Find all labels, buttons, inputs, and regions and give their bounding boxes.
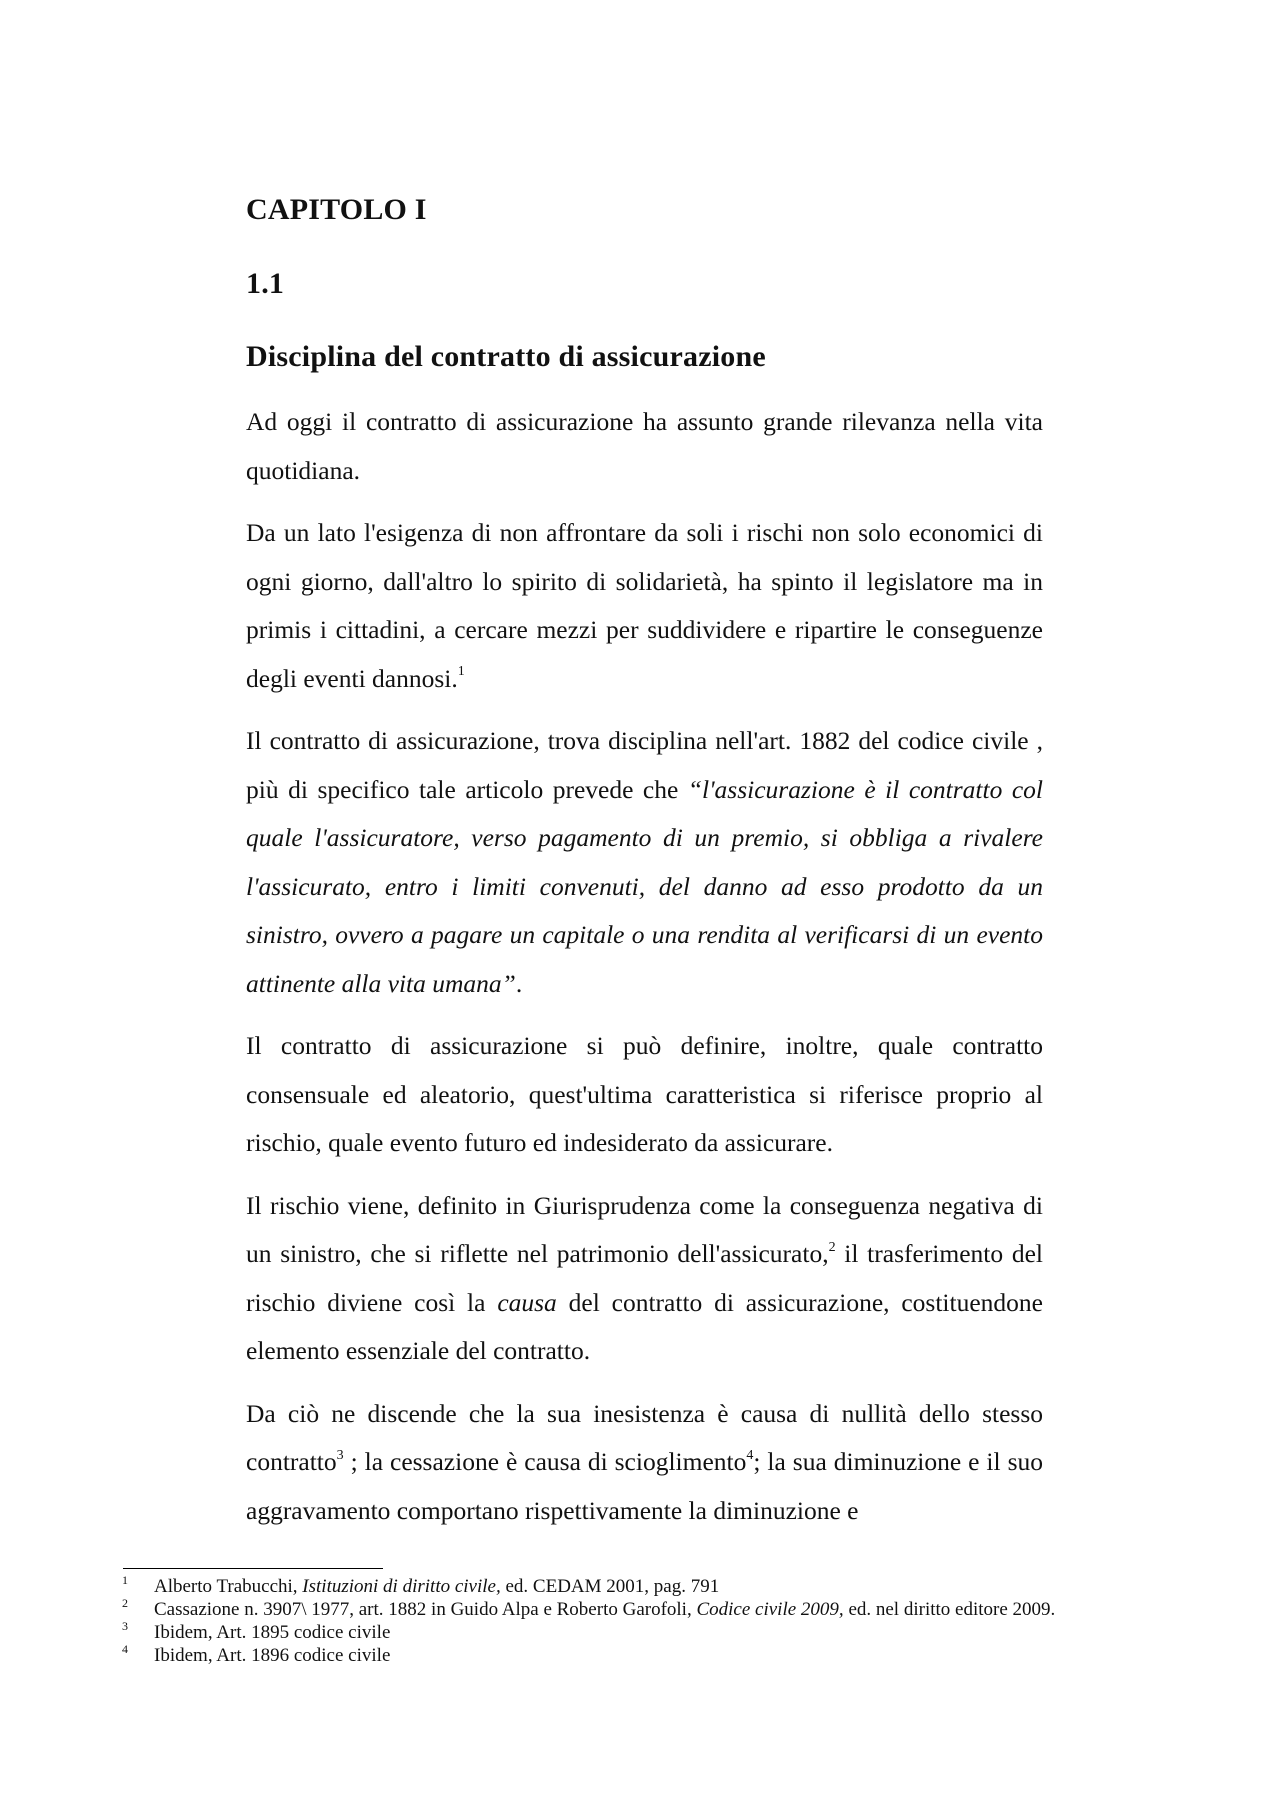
causa-emphasis: causa [497,1287,557,1317]
paragraph-2-text: Da un lato l'esigenza di non affrontare da soli i rischi non solo economici di ogni giorno, dall'altro lo spirito di solidarietà, ha spinto il legislatore ma in primis i cittadini, a cercare mezzi per suddividere e ripartire le conseguenze degli eventi dannosi. [246,518,1043,693]
paragraph-3-end: . [515,968,523,998]
paragraph-6 [246,1390,1043,1536]
paragraph-5-part-b: il trasferimento del rischio diviene così la [246,1239,1043,1317]
paragraph-5-part-a: Il rischio viene, definito in Giurisprudenza come la conseguenza negativa di un sinistro, che si riflette nel patrimonio dell'assicurato, [246,1190,1043,1268]
footnote-2-suffix: ed. nel diritto editore 2009. [843,1599,1056,1620]
paragraph-5-part-c: del contratto di assicurazione, costituendone elemento essenziale del contratto. [246,1287,1043,1365]
footnote-ref-3[interactable]: 3 [336,1447,344,1463]
footnote-2-prefix: Cassazione n. 3907\ 1977, art. 1882 in Guido Alpa e Roberto Garofoli, [154,1599,697,1620]
footnote-2-text [154,1598,1162,1621]
footnote-1-title: Istituzioni di diritto civile, [302,1576,501,1597]
footnote-ref-2[interactable]: 2 [828,1239,836,1255]
footnote-1-suffix: ed. CEDAM 2001, pag. 791 [500,1576,720,1597]
footnote-1-text [154,1575,1162,1598]
footnotes [122,1575,1162,1667]
footnote-1-number: 1 [122,1573,128,1587]
footnote-1-prefix: Alberto Trabucchi, [154,1576,303,1597]
paragraph-1 [246,398,1043,495]
section-title: Disciplina del contratto di assicurazione [246,340,766,373]
chapter-title: CAPITOLO I [246,193,427,226]
footnote-2-number: 2 [122,1596,128,1610]
footnote-1 [122,1575,1162,1598]
section-number: 1.1 [246,267,285,300]
paragraph-3-lead: Il contratto di assicurazione, trova disciplina nell'art. 1882 del codice civile , più di specifico tale articolo prevede che [246,726,1043,804]
article-quote: “l'assicurazione è il contratto col quale l'assicuratore, verso pagamento di un premio, si obbliga a rivalere l'assicurato, entro i limiti convenuti, del danno ad esso prodotto da un sinistro, ovvero a pagare un capitale o una rendita al verificarsi di un evento attinente alla vita umana” [246,774,1043,998]
footnote-4-number: 4 [122,1642,128,1656]
footnote-2-title: Codice civile 2009, [696,1599,844,1620]
paragraph-4-text: Il contratto di assicurazione si può definire, inoltre, quale contratto consensuale ed aleatorio, quest'ultima caratteristica si riferisce proprio al rischio, quale evento futuro ed indesiderato da assicurare. [246,1031,1043,1157]
document-body [246,190,1043,1549]
paragraph-4 [246,1022,1043,1168]
footnote-ref-1[interactable]: 1 [457,664,465,679]
paragraph-1-text: Ad oggi il contratto di assicurazione ha assunto grande rilevanza nella vita quotidiana. [246,407,1043,485]
footnote-4-text: Ibidem, Art. 1896 codice civile [154,1645,391,1666]
paragraph-3 [246,717,1043,1008]
footnote-separator [123,1568,383,1569]
paragraph-5 [246,1182,1043,1376]
footnote-ref-4[interactable]: 4 [746,1447,754,1463]
paragraph-6-part-b: ; la cessazione è causa di scioglimento [343,1447,747,1476]
footnote-3-text: Ibidem, Art. 1895 codice civile [154,1622,391,1643]
paragraph-6-part-a: Da ciò ne discende che la sua inesistenza è causa di nullità dello stesso contratto [246,1398,1043,1476]
footnote-3 [122,1621,1162,1644]
footnote-4 [122,1644,1162,1667]
footnote-3-number: 3 [122,1619,128,1633]
footnote-2 [122,1598,1162,1621]
paragraph-6-part-c: ; la sua diminuzione e il suo aggravamento comportano rispettivamente la diminuzione e [246,1447,1043,1525]
paragraph-2 [246,509,1043,703]
